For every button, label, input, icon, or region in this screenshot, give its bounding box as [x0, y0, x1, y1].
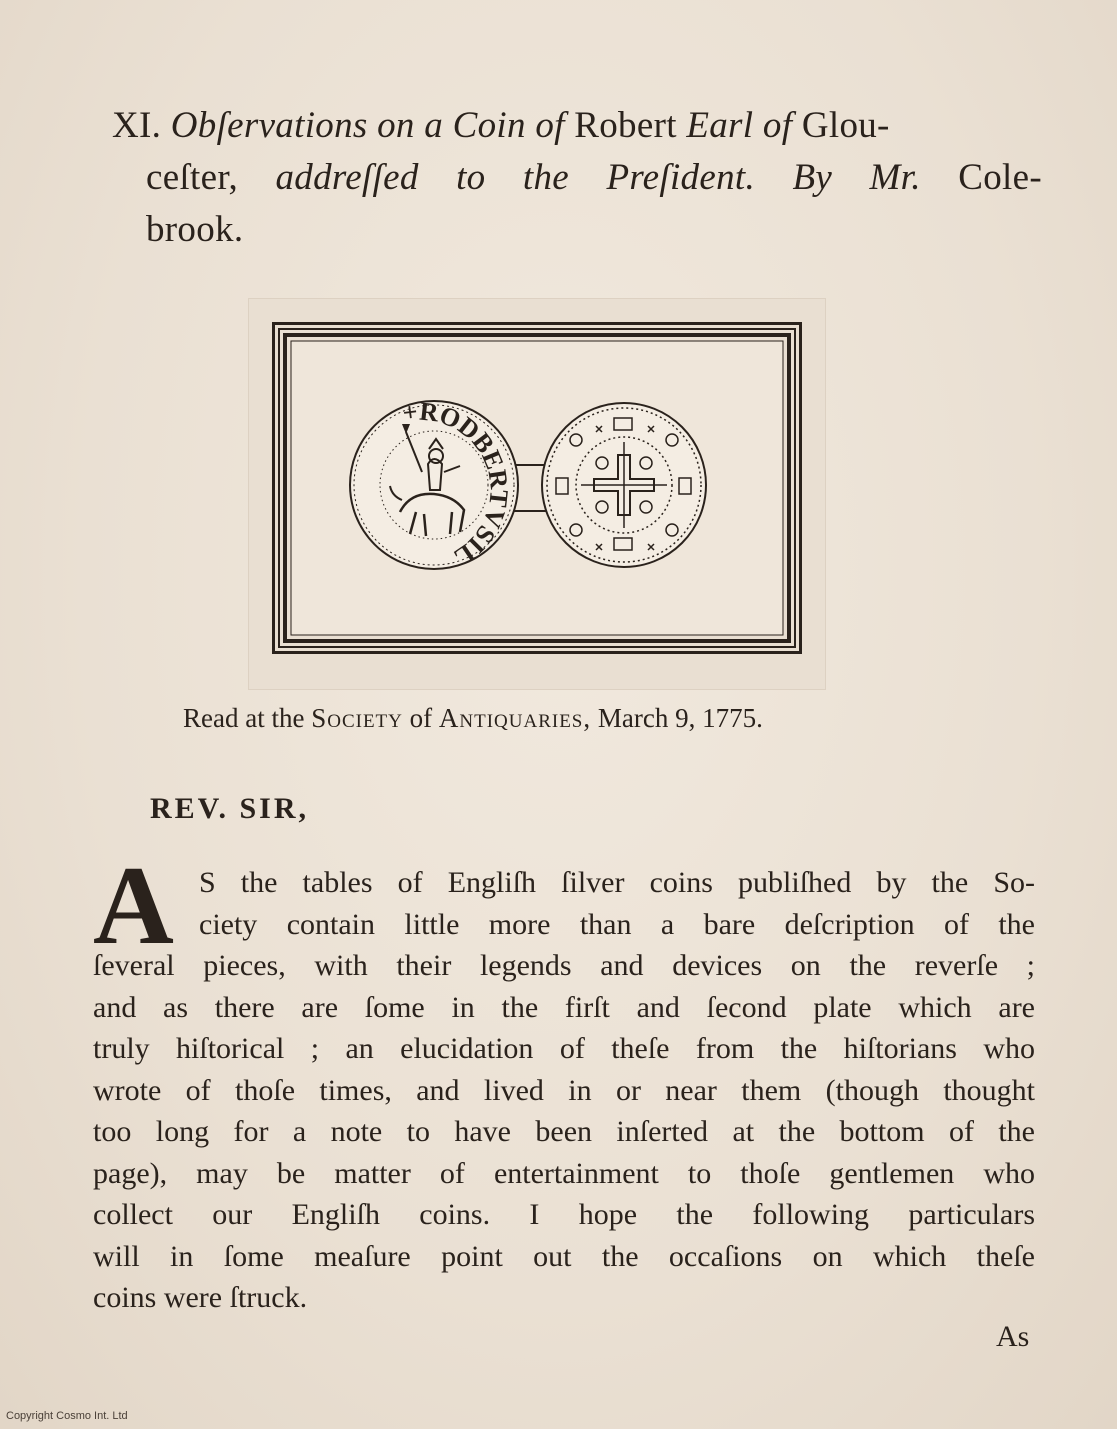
salutation: REV. SIR, [150, 792, 309, 825]
coin-reverse [542, 403, 706, 567]
heading-italic-2: Earl of [686, 105, 793, 146]
read-prefix: Read at the [183, 703, 305, 733]
heading-italic-4: By Mr. [792, 157, 921, 198]
copyright-notice: Copyright Cosmo Int. Ltd [6, 1410, 128, 1422]
article-heading [112, 100, 1042, 256]
body-line: truly hiſtorical ; an elucidation of theſe from the hiſtorians who [93, 1032, 1035, 1065]
body-line: will in ſome meaſure point out the occaſions on which theſe [93, 1239, 1035, 1273]
catchword: As [996, 1320, 1030, 1353]
body-line: page), may be matter of entertainment to thoſe gentlemen who [93, 1156, 1035, 1190]
read-society: Society [311, 703, 403, 733]
read-date: March 9, 1775. [597, 703, 763, 733]
read-of: of [409, 703, 433, 733]
coin-illustration [272, 322, 802, 654]
coin-engraving [272, 322, 802, 654]
read-at-line [183, 698, 963, 738]
read-antiquaries: Antiquaries, [438, 703, 592, 733]
heading-end-2: Cole- [958, 157, 1042, 198]
heading-italic-1: Obſervations on a Coin of [170, 105, 565, 146]
body-line: wrote of thoſe times, and lived in or near them (though thought [93, 1073, 1035, 1107]
heading-line-2 [112, 152, 1042, 204]
body-line: S the tables of Engliſh ſilver coins publiſhed by the So- [199, 866, 1035, 899]
body-line: too long for a note to have been inſerted at the bottom of the [93, 1115, 1035, 1148]
body-line: and as there are ſome in the firſt and ſecond plate which are [93, 990, 1035, 1024]
heading-start-2: ceſter, [146, 157, 239, 198]
heading-italic-3: addreſſed to the Preſident. [275, 157, 756, 198]
obverse-legend: +RODBERTVSIL [400, 396, 514, 572]
heading-end-1: Glou- [801, 105, 890, 146]
heading-line-3: brook. [146, 209, 244, 250]
heading-number: XI. [112, 105, 162, 146]
body-line: collect our Engliſh coins. I hope the following particulars [93, 1198, 1035, 1231]
body-paragraph [93, 844, 1035, 1319]
drop-cap: A [93, 844, 174, 968]
body-line: coins were ſtruck. [93, 1281, 308, 1314]
body-line: ciety contain little more than a bare deſcription of the [199, 907, 1035, 941]
heading-roman-1: Robert [574, 105, 677, 146]
body-line: ſeveral pieces, with their legends and devices on the reverſe ; [93, 949, 1035, 982]
